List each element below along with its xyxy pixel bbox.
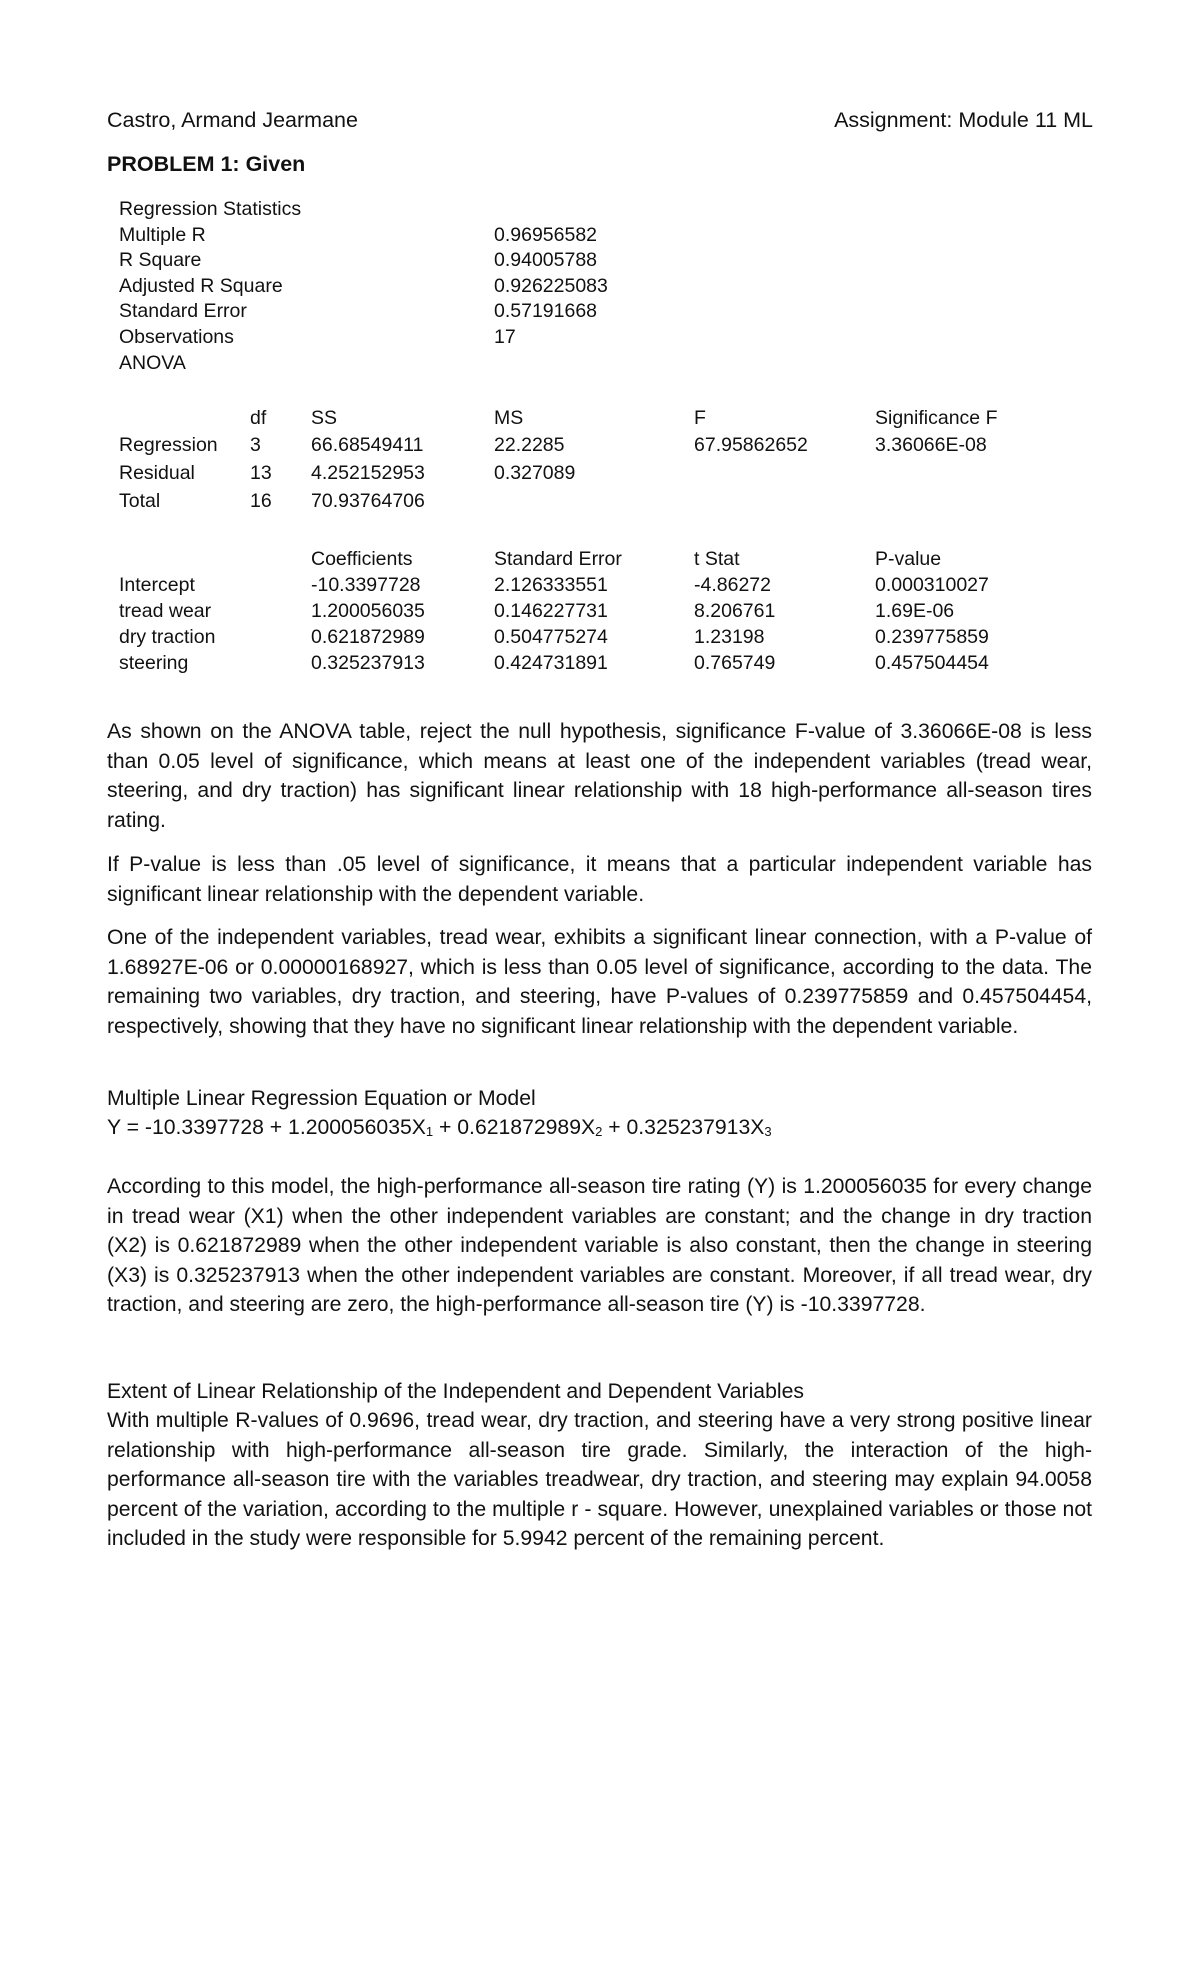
stat-label: Multiple R bbox=[119, 223, 206, 246]
coefficients-cell: dry traction bbox=[119, 626, 216, 648]
coefficients-cell: 0.000310027 bbox=[875, 574, 989, 596]
coefficients-cell: tread wear bbox=[119, 600, 212, 622]
anova-cell: Total bbox=[119, 490, 161, 512]
anova-title: ANOVA bbox=[119, 351, 186, 374]
coefficients-cell: 0.621872989 bbox=[311, 626, 425, 648]
stat-value: 0.94005788 bbox=[494, 249, 598, 272]
anova-cell: 3 bbox=[250, 434, 261, 456]
paragraph-pvalue-results: One of the independent variables, tread wear, exhibits a significant linear connection, with a P-value of 1.68927E-06 or 0.00000168927, which is less than 0.05 level of significance, according to the data. The remaining two variables, dry traction, and steering, have P-values of 0.239775859 and 0.457504454, respectively, showing that they have no significant linear relationship with the dependent variable. bbox=[107, 926, 1092, 1038]
paragraph-extent: With multiple R-values of 0.9696, tread wear, dry traction, and steering have a very strong positive linear relationship with high-performance all-season tire grade. Similarly, the interaction of the high-performance all-season tire with the variables treadwear, dry traction, and steering may explain 94.0058 percent of the variation, according to the multiple r - square. However, unexplained variables or those not included in the study were responsible for 5.9942 percent of the remaining percent. bbox=[107, 1409, 1092, 1551]
paragraph-pvalue-rule: If P-value is less than .05 level of significance, it means that a particular independent variable has significant linear relationship with the dependent variable. bbox=[107, 853, 1092, 906]
coefficients-cell: 0.325237913 bbox=[311, 652, 425, 674]
coefficients-cell: 8.206761 bbox=[694, 600, 776, 622]
stat-label: R Square bbox=[119, 249, 202, 272]
coefficients-cell: 1.69E-06 bbox=[875, 600, 955, 622]
stat-value: 0.96956582 bbox=[494, 223, 598, 246]
coefficients-cell: 1.200056035 bbox=[311, 600, 425, 622]
equation-part: + 0.325237913X bbox=[602, 1116, 765, 1139]
coefficients-cell: 1.23198 bbox=[694, 626, 765, 648]
anova-cell: 22.2285 bbox=[494, 434, 565, 456]
anova-cell: 13 bbox=[250, 462, 272, 484]
anova-header-cell: SS bbox=[311, 407, 338, 429]
problem-title: PROBLEM 1: Given bbox=[107, 152, 306, 176]
stat-label: Observations bbox=[119, 325, 234, 348]
anova-header-cell: Significance F bbox=[875, 407, 998, 429]
coefficients-cell: -4.86272 bbox=[694, 574, 771, 596]
coefficients-cell: -10.3397728 bbox=[311, 574, 421, 596]
stat-label: Adjusted R Square bbox=[119, 274, 283, 297]
author-name: Castro, Armand Jearmane bbox=[107, 108, 358, 132]
coefficients-cell: 0.424731891 bbox=[494, 652, 608, 674]
model-title: Multiple Linear Regression Equation or Model bbox=[107, 1087, 536, 1110]
coefficients-header-cell: t Stat bbox=[694, 548, 740, 570]
paragraph-anova-interpretation: As shown on the ANOVA table, reject the null hypothesis, significance F-value of 3.36066E-08 is less than 0.05 level of significance, which means at least one of the independent variables (tread wear, steering, and dry traction) has significant linear relationship with 18 high-performance all-season tires rating. bbox=[107, 720, 1092, 832]
anova-cell: 16 bbox=[250, 490, 272, 512]
equation-subscript: 3 bbox=[764, 1124, 772, 1139]
coefficients-cell: 2.126333551 bbox=[494, 574, 608, 596]
regression-equation bbox=[107, 1113, 1092, 1147]
assignment-label: Assignment: Module 11 ML bbox=[834, 108, 1093, 132]
anova-cell: Regression bbox=[119, 434, 218, 456]
anova-cell: 70.93764706 bbox=[311, 490, 425, 512]
anova-header-cell: F bbox=[694, 407, 706, 429]
anova-cell: 3.36066E-08 bbox=[875, 434, 987, 456]
anova-cell: 4.252152953 bbox=[311, 462, 425, 484]
anova-header-cell: df bbox=[250, 407, 267, 429]
coefficients-cell: Intercept bbox=[119, 574, 195, 596]
coefficients-cell: 0.239775859 bbox=[875, 626, 989, 648]
coefficients-cell: 0.765749 bbox=[694, 652, 776, 674]
stat-label: Standard Error bbox=[119, 300, 247, 323]
coefficients-header-cell: P-value bbox=[875, 548, 942, 570]
stat-value: 0.57191668 bbox=[494, 300, 598, 323]
anova-cell: 0.327089 bbox=[494, 462, 576, 484]
coefficients-cell: 0.146227731 bbox=[494, 600, 608, 622]
stat-value: 17 bbox=[494, 325, 516, 348]
regression-statistics-title: Regression Statistics bbox=[119, 198, 302, 220]
equation-part: + 0.621872989X bbox=[433, 1116, 596, 1139]
coefficients-cell: 0.457504454 bbox=[875, 652, 989, 674]
page-header bbox=[107, 108, 1093, 138]
coefficients-cell: steering bbox=[119, 652, 189, 674]
coefficients-header-cell: Standard Error bbox=[494, 548, 622, 570]
paragraph-model-interpretation: According to this model, the high-performance all-season tire rating (Y) is 1.200056035 for every change in tread wear (X1) when the other independent variables are constant; and the change in dry traction (X2) is 0.621872989 when the other independent variable is also constant, then the change in steering (X3) is 0.325237913 when the other independent variables are constant. Moreover, if all tread wear, dry traction, and steering are zero, the high-performance all-season tire (Y) is -10.3397728. bbox=[107, 1175, 1092, 1317]
extent-title: Extent of Linear Relationship of the Independent and Dependent Variables bbox=[107, 1380, 804, 1403]
coefficients-header-cell: Coefficients bbox=[311, 548, 413, 570]
equation-subscript: 2 bbox=[595, 1124, 603, 1139]
anova-cell: Residual bbox=[119, 462, 195, 484]
coefficients-cell: 0.504775274 bbox=[494, 626, 608, 648]
anova-cell: 67.95862652 bbox=[694, 434, 808, 456]
stat-value: 0.926225083 bbox=[494, 274, 608, 297]
anova-cell: 66.68549411 bbox=[311, 434, 424, 456]
equation-subscript: 1 bbox=[425, 1124, 434, 1139]
equation-part: Y = -10.3397728 + 1.200056035X bbox=[107, 1116, 426, 1139]
anova-header-cell: MS bbox=[494, 407, 524, 429]
